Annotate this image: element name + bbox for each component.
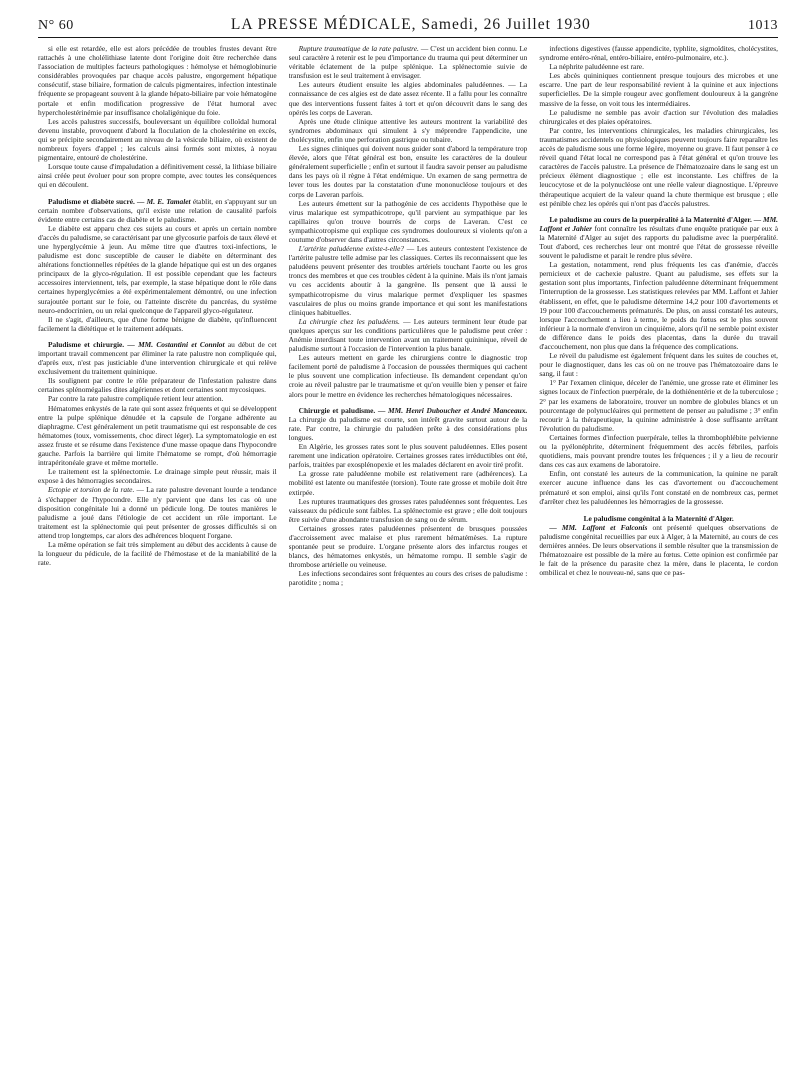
paragraph-text: Certaines formes d'infection puerpérale, telles la thrombophlébite pelvienne ou la pyélonéphrite, déterminent fréquemment des accès fébriles, parfois quotidiens, mais pouvant prendre toutes les fréquences ; il y a lieu de recourir dans ces cas aux examens de laboratoire.	[539, 432, 778, 470]
subsection-heading: Rupture traumatique de la rate palustre.	[298, 44, 419, 53]
paragraph	[38, 197, 277, 224]
paragraph	[38, 467, 277, 485]
paragraph-text: Le paludisme ne semble pas avoir d'action sur l'évolution des maladies chirurgicales et des plaies opératoires.	[539, 107, 778, 126]
paragraph	[289, 442, 528, 469]
paragraph	[289, 569, 528, 587]
paragraph	[289, 353, 528, 398]
paragraph-text: 1° Par l'examen clinique, déceler de l'anémie, une grosse rate et éliminer les signes locaux de l'infection puerpérale, de la dothiénentérie et de la tuberculose ; 2° par les examens de laboratoire, trouver un nombre de globules blancs et un pourcentage de polynucléaires qui permettent de penser au paludisme ; 3° enfin recourir à la thérapeutique, la quinine administrée à dose suffisante arrêtant l'évolution du paludisme.	[539, 378, 778, 433]
paragraph-text: — Les auteurs terminent leur étude par quelques aperçus sur les conditions particulières que le paludisme peut créer : Anémie interdisant toute intervention avant un traitement quininique, réveil de paludisme surtout à l'occasion de l'intervention la plus banale.	[288, 316, 528, 354]
paragraph	[539, 378, 778, 433]
paragraph	[289, 317, 528, 353]
paragraph-text: Les auteurs étudient ensuite les algies abdominales paludéennes. — La connaissance de ces algies est de date assez récente. Il a fallu pour les connaître que des interventions fussent faites à tort et qu'on découvrit dans le sang des opérés les corps de Laveran.	[288, 80, 528, 117]
subsection-heading: Ectopie et torsion de la rate.	[48, 485, 135, 495]
paragraph-text: ont présenté quelques observations de paludisme congénital recueillies par eux à Alger, à la Maternité, au cours de ces dernières années. De leurs observations il semble résulter que la transmission de l'hématozoaire est possible de la mère au fœtus. Cette opinion est confirmée par le fait de la présence du parasite chez la mère, dans le placenta, le cordon ombilical et chez le nouveau-né, sans que ce pas-	[539, 522, 778, 578]
paragraph	[539, 433, 778, 469]
paragraph-text: infections digestives (fausse appendicite, typhlite, sigmoïdites, cholécystites, syndrome entéro-rénal, entéro-biliaire, entéro-pulmonaire, etc.).	[539, 44, 778, 63]
author-names: — MM. Costantini et Connlot	[124, 339, 225, 349]
paragraph	[38, 404, 277, 468]
page-header	[38, 16, 778, 38]
author-names: — MM. Laffont et Falconis	[549, 522, 648, 532]
section-heading: Le paludisme au cours de la puerpéralité à la Maternité d'Alger.	[549, 214, 752, 224]
paragraph-text: — La rate palustre devenant lourde a tendance à s'échapper de l'hypocondre. Elle n'y parvient que dans les cas où une disposition congénitale lui a donné un pédicule long. De toutes manières le paludisme a joué dans l'étiologie de cet accident un rôle important. Le traitement est la splénectomie qui peut présenter de grosses difficultés si on attend trop longtemps, car alors des adhérences bloquent l'organe.	[38, 485, 277, 540]
paragraph-text: Le traitement est la splénectomie. Le drainage simple peut réussir, mais il expose à des hémorragies secondaires.	[38, 467, 277, 486]
paragraph	[289, 144, 528, 199]
paragraph-text: La chirurgie du paludisme est courte, son intérêt gravite surtout autour de la rate. Par contre, la chirurgie du paludéen prête à des considérations plus longues.	[288, 414, 528, 442]
paragraph-text: au début de cet important travail commencent par éliminer la rate palustre non compliquée qui, d'après eux, n'est pas justiciable d'une intervention chirurgicale et qui relève exclusivement du traitement quininique.	[38, 339, 277, 377]
paragraph	[38, 394, 277, 403]
column-2	[289, 44, 528, 1084]
paragraph	[38, 376, 277, 394]
journal-title: LA PRESSE MÉDICALE, Samedi, 26 Juillet 1930	[230, 16, 591, 33]
paragraph	[38, 485, 277, 540]
paragraph	[38, 117, 277, 162]
section-heading: Chirurgie et paludisme.	[298, 405, 376, 415]
paragraph	[539, 44, 778, 62]
paragraph-text: Les signes cliniques qui doivent nous guider sont d'abord la température trop élevée, alors que l'état général est bon, ensuite les caractères de la douleur généralement superficielle ; enfin et surtout il faudra savoir penser au paludisme dans les pays où il règne à l'état endémique. Un examen de sang permettra de lever tous les doutes par la constatation d'une mononucléose toujours et des corps de Laveran parfois.	[288, 144, 528, 199]
paragraph	[38, 224, 277, 315]
column-3	[539, 44, 778, 1084]
paragraph-text: Hématomes enkystés de la rate qui sont assez fréquents et qui se développent entre la pulpe splénique dénudée et la capsule de l'organe adhérente au diaphragme. C'est généralement un petit traumatisme qui est responsable de ces hématomes (toux, vomissements, choc direct léger). La symptomatologie en est assez fruste et se résume dans l'existence d'une masse opaque dans l'hypocondre gauche. Parfois la barrière qui limite l'hématome se rompt, d'où hémorragie intrapéritonéale grave et même mortelle.	[38, 403, 277, 468]
paragraph-text: Les infections secondaires sont fréquentes au cours des crises de paludisme : parotidite ; noma ;	[288, 569, 528, 588]
paragraph-text: si elle est retardée, elle est alors précédée de troubles frustes devant être rattachés à une cholélithiase latente dont l'origine doit être recherchée dans l'association de multiples facteurs pathologiques : hémolyse et hémoglobinurie considérables provoquées par chaque accès palustre, engorgement hépatique consécutif, stase biliaire, formation de calculs pigmentaires, infection intestinale fréquente se propageant souvent à la glande hépato-biliaire par voie hématogène portale et enfin modification progressive de l'état humoral avec hypercholestérinémie par insuffisance cholaligénique du foie.	[38, 44, 277, 117]
subsection-heading: L'artérite paludéenne existe-t-elle?	[298, 244, 405, 254]
paragraph	[38, 540, 277, 567]
paragraph	[539, 126, 778, 208]
paragraph-text: Par contre la rate palustre compliquée retient leur attention.	[48, 394, 224, 404]
paragraph-text: La gestation, notamment, rend plus fréquents les cas d'anémie, d'accès pernicieux et de cachexie palustre. Quant au paludisme, ses effets sur la gestation sont plus importants, l'infection paludéenne déterminant fréquemment l'interruption de la grossesse. Les statistiques relevées par MM. Laffont et Jahier établissent, en effet, que le paludisme détermine 14,2 pour 100 d'avortements et 19 pour 100 d'accouchements prématurés. De plus, on aussi constaté les auteurs, lorsque l'accouchement a lieu à terme, le poids du fœtus est le plus souvent inférieur à la normale d'environ un cinquième, alors qu'il ne semble point exister de différence dans le poids des placentas, dans la durée du travail d'accouchement, non plus que dans la fréquence des complications.	[539, 260, 778, 351]
paragraph	[289, 44, 528, 80]
section-heading: Le paludisme congénital à la Maternité d'Alger.	[583, 513, 734, 523]
paragraph-text: La même opération se fait très simplement au début des accidents à cause de la longueur du pédicule, de la facilité de l'hémostase et de la maniabilité de la rate.	[38, 539, 277, 568]
section-heading: Paludisme et diabète sucré.	[48, 196, 135, 206]
paragraph	[539, 469, 778, 505]
paragraph-text: Les abcès quininiques contiennent presque toujours des microbes et une escarre. Une part de leur responsabilité revient à la quinine et aux injections superficielles. De la simple rougeur avec gonflement douloureux à la gangrène massive de la fesse, on voit tous les intermédiaires.	[539, 71, 778, 108]
paragraph	[289, 497, 528, 524]
paragraph-text: Enfin, ont constaté les auteurs de la communication, la quinine ne paraît exercer aucune influence dans les cas d'avortement ou d'accouchement prématuré et son emploi, ainsi qu'ils l'ont constaté en de nombreux cas, permet d'arrêter chez les paludéennes les hémorragies de la grossesse.	[539, 469, 778, 506]
paragraph	[289, 469, 528, 496]
paragraph	[289, 406, 528, 442]
paragraph-text: établit, en s'appuyant sur un certain nombre d'observations, qu'il existe une relation de causalité parfois évidente entre certains cas de diabète et le paludisme.	[38, 196, 277, 224]
paragraph	[289, 244, 528, 317]
paragraph-text: Il ne s'agit, d'ailleurs, que d'une forme bénigne de diabète, qu'influencent facilement la diététique et le traitement adéquats.	[38, 314, 277, 333]
page-number-left: N° 60	[38, 18, 74, 33]
paragraph-text: Les auteurs mettent en garde les chirurgiens contre le diagnostic trop facilement porté de paludisme à l'occasion de poussées thermiques qui cachent le plus souvent une complication infectieuse. Ils demandent cependant qu'on croie au réveil palustre par le traumatisme et qu'on veuille bien y penser et faire alors pour le mettre en évidence les recherches hématologiques nécessaires.	[288, 353, 528, 399]
paragraph-text: Les auteurs émettent sur la pathogénie de ces accidents l'hypothèse que le virus malarique est sympathicotrope, qu'il parvient au sympathique par les capillaires qu'on trouve bourrés de corps de Laveran. C'est ce sympathicotropisme qui explique ces syndromes douloureux si violents qu'on a coutume d'observer dans d'autres circonstances.	[288, 198, 528, 244]
subsection-heading: La chirurgie chez les paludéens.	[298, 316, 400, 326]
paragraph-text: font connaître les résultats d'une enquête pratiquée par eux à la Maternité d'Alger au sujet des rapports du paludisme avec la puerpéralité. Tout d'abord, ces recherches leur ont montré que l'état de grossesse réveille souvent le paludisme et parait le rendre plus sévère.	[539, 223, 778, 261]
paragraph	[38, 340, 277, 376]
paragraph	[289, 117, 528, 144]
paragraph	[289, 524, 528, 569]
author-names: — M. E. Tamalet	[134, 196, 191, 206]
paragraph-text: Par contre, les interventions chirurgicales, les maladies chirurgicales, les traumatismes accidentels ou physiologiques peuvent toujours faire reparaître les accès de paludisme sous une forme légère, moyenne ou grave. Il faut penser à ce réveil quand l'état local ne correspond pas à l'état général et qu'on trouve les caractères de l'accès palustre. La présence de l'hématozoaire dans le sang est un précieux élément diagnostique ; elle est inconstante. Les chiffres de la leucocytose et de la polynucléose ont une réelle valeur diagnostique. L'épreuve thérapeutique acquiert de la valeur quand la chute thermique est brusque ; elle est pénible chez les opérés qui n'ont pas d'accès palustres.	[539, 125, 778, 208]
paragraph-text: — Les auteurs contestent l'existence de l'artérite palustre telle admise par les classiques. Certes ils reconnaissent que les paludéens peuvent présenter des troubles artériels touchant l'aorte ou les gros troncs des membres et que ces troubles cèdent à la quinine. Mais ils n'ont jamais vu ces accidents aboutir à la gangrène. Ils pensent que là aussi le sympathicotropisme du virus malarique permet d'expliquer les spasmes vasculaires de plus ou moins grande importance et qui sont les manifestations cliniques habituelles.	[288, 244, 528, 317]
paragraph-text: Les accès palustres successifs, bouleversant un équilibre colloïdal humoral devenu instable, provoquent d'abord la floculation de la cholestérine en excès, qui se précipite secondairement au niveau de la vésicule biliaire, où existent de nombreux foyers d'appel ; les calculs ainsi formés sont mixtes, à noyau pigmentaire, entouré de cholestérine.	[38, 116, 277, 163]
paragraph	[289, 80, 528, 116]
paragraph	[38, 44, 277, 117]
text-columns	[38, 44, 778, 1084]
paragraph-text: — C'est un accident bien connu. Le seul caractère à retenir est le peu d'importance du trauma qui peut déterminer un véritable éclatement de la pulpe splénique. La splénectomie suivie de transfusion est le seul traitement à envisager.	[288, 44, 528, 81]
section-heading: Paludisme et chirurgie.	[48, 339, 125, 349]
paragraph-text: Les ruptures traumatiques des grosses rates paludéennes sont fréquentes. Les vaisseaux du pédicule sont faibles. La splénectomie est grave ; elle doit toujours être suivie d'une abondante transfusion de sang ou de sérum.	[288, 496, 528, 524]
paragraph	[539, 62, 778, 71]
paragraph	[539, 523, 778, 578]
paragraph-text: Lorsque toute cause d'impaludation a définitivement cessé, la lithiase biliaire ainsi créée peut évoluer pour son propre compte, avec toutes les conséquences qui en découlent.	[38, 162, 277, 190]
paragraph	[38, 315, 277, 333]
paragraph	[539, 215, 778, 260]
paragraph-text: Le diabète est apparu chez ces sujets au cours et après un certain nombre d'accès du paludisme, se caractérisant par une glycosurie parfois de taux élevé et une hyperglycémie à jeun. Au même titre que d'autres toxi-infections, le paludisme est donc susceptible de causer le diabète en déterminant des altérations fonctionnelles répétées de la glande hépatique qui est un des organes principaux de la glyco-régulation. Il est possible cependant que les facteurs accessoires interviennent, tels, par exemple, la stase hépatique dont le rôle dans certaines hyperglycémies a été expérimentalement démontré, ou une infection surajoutée portant sur le foie, ou l'atteinte discrète du pancréas, du système neuro-endocrinien, ou un relai quelconque de l'appareil glyco-régulateur.	[38, 223, 277, 315]
paragraph-text: Après une étude clinique attentive les auteurs montrent la variabilité des syndromes abdominaux qui simulent à s'y méprendre l'appendicite, une cholécystite, enfin une perforation gastrique ou tubaire.	[288, 116, 528, 144]
author-names: — MM. Laffont et Jahier	[539, 214, 778, 233]
paragraph-text: En Algérie, les grosses rates sont le plus souvent paludéennes. Elles posent rarement une indication opératoire. Certaines grosses rates irréductibles ont été, parfois, traitées par exosplénopexie et les malades déclarent en avoir tiré profit.	[288, 442, 528, 470]
paragraph-text: La grosse rate paludéenne mobile est relativement rare (adhérences). La mobilité est latente ou manifestée (torsion). Toute rate grosse et mobile doit être extirpée.	[288, 469, 528, 497]
page-number-right: 1013	[748, 18, 778, 33]
paragraph-text: Certaines grosses rates paludéennes présentent de brusques poussées d'accroissement avec malaise et plus rarement hématémèses. La rupture spontanée peut se produire. L'organe présente alors des infarctus rouges et blancs, des hématomes enkystés, un hématome rompu. Il semble s'agir de thrombose artérielle ou veineuse.	[288, 523, 528, 570]
paragraph	[539, 108, 778, 126]
column-1	[38, 44, 277, 1084]
author-names: — MM. Henri Duboucher et André Manceaux.	[375, 405, 528, 415]
paragraph	[38, 162, 277, 189]
paragraph-text: La néphrite paludéenne est rare.	[549, 62, 644, 72]
paragraph	[289, 199, 528, 244]
paragraph-text: Ils soulignent par contre le rôle préparateur de l'infestation palustre dans certaines splénomégalies dites algériennes et dont certaines sont mycosiques.	[38, 376, 277, 395]
paragraph	[539, 351, 778, 378]
paragraph	[539, 260, 778, 351]
paragraph-text: Le réveil du paludisme est également fréquent dans les suites de couches et, pour le diagnostiquer, dans les cas où on ne trouve pas l'hématozoaire dans le sang, il faut :	[539, 351, 778, 379]
paragraph	[539, 71, 778, 107]
